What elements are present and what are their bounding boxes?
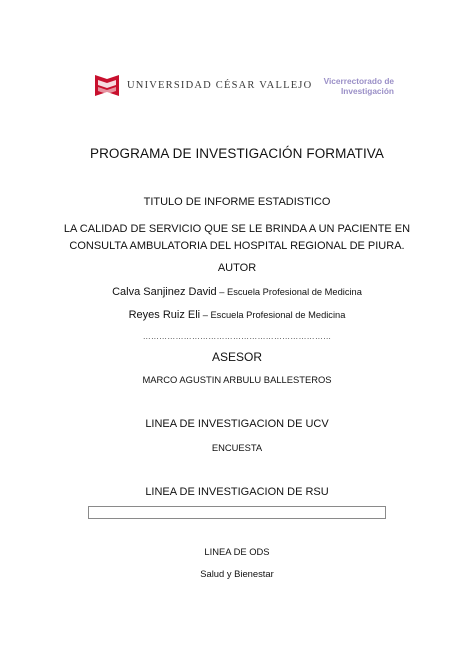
author-name: Reyes Ruiz Eli <box>128 309 201 321</box>
rsu-research-line-label: LINEA DE INVESTIGACION DE RSU <box>145 486 329 498</box>
report-title <box>0 221 474 255</box>
report-title-line-2: CONSULTA AMBULATORIA DEL HOSPITAL REGIONAL DE PIURA. <box>69 240 405 252</box>
author-school: Escuela Profesional de Medicina <box>210 310 346 320</box>
author-name: Calva Sanjinez David <box>112 286 217 298</box>
ucv-emblem-icon <box>93 72 121 98</box>
author-entry <box>0 309 474 321</box>
author-label: AUTOR <box>217 262 257 274</box>
report-title-line-1: LA CALIDAD DE SERVICIO QUE SE LE BRINDA A UN PACIENTE EN <box>63 223 411 235</box>
university-logo <box>93 72 312 98</box>
ucv-research-line-label: LINEA DE INVESTIGACION DE UCV <box>145 418 329 430</box>
ods-line-label: LINEA DE ODS <box>204 546 270 557</box>
rsu-research-line-field[interactable] <box>88 506 386 519</box>
author-separator: – <box>216 287 227 297</box>
report-type-label: TITULO DE INFORME ESTADISTICO <box>143 196 331 208</box>
author-entry <box>0 286 474 298</box>
author-school: Escuela Profesional de Medicina <box>227 287 362 297</box>
advisor-label: ASESOR <box>211 350 262 364</box>
dotted-separator: …………………………………………………………… <box>142 332 332 341</box>
ucv-research-line-value: ENCUESTA <box>211 442 263 453</box>
vicerrectorado-label: Vicerrectorado de Investigación <box>323 76 394 96</box>
program-title: PROGRAMA DE INVESTIGACIÓN FORMATIVA <box>89 146 385 161</box>
advisor-name: MARCO AGUSTIN ARBULU BALLESTEROS <box>142 374 332 385</box>
author-separator: – <box>200 310 211 320</box>
university-name: UNIVERSIDAD CÉSAR VALLEJO <box>127 79 313 91</box>
ods-line-value: Salud y Bienestar <box>200 568 274 579</box>
